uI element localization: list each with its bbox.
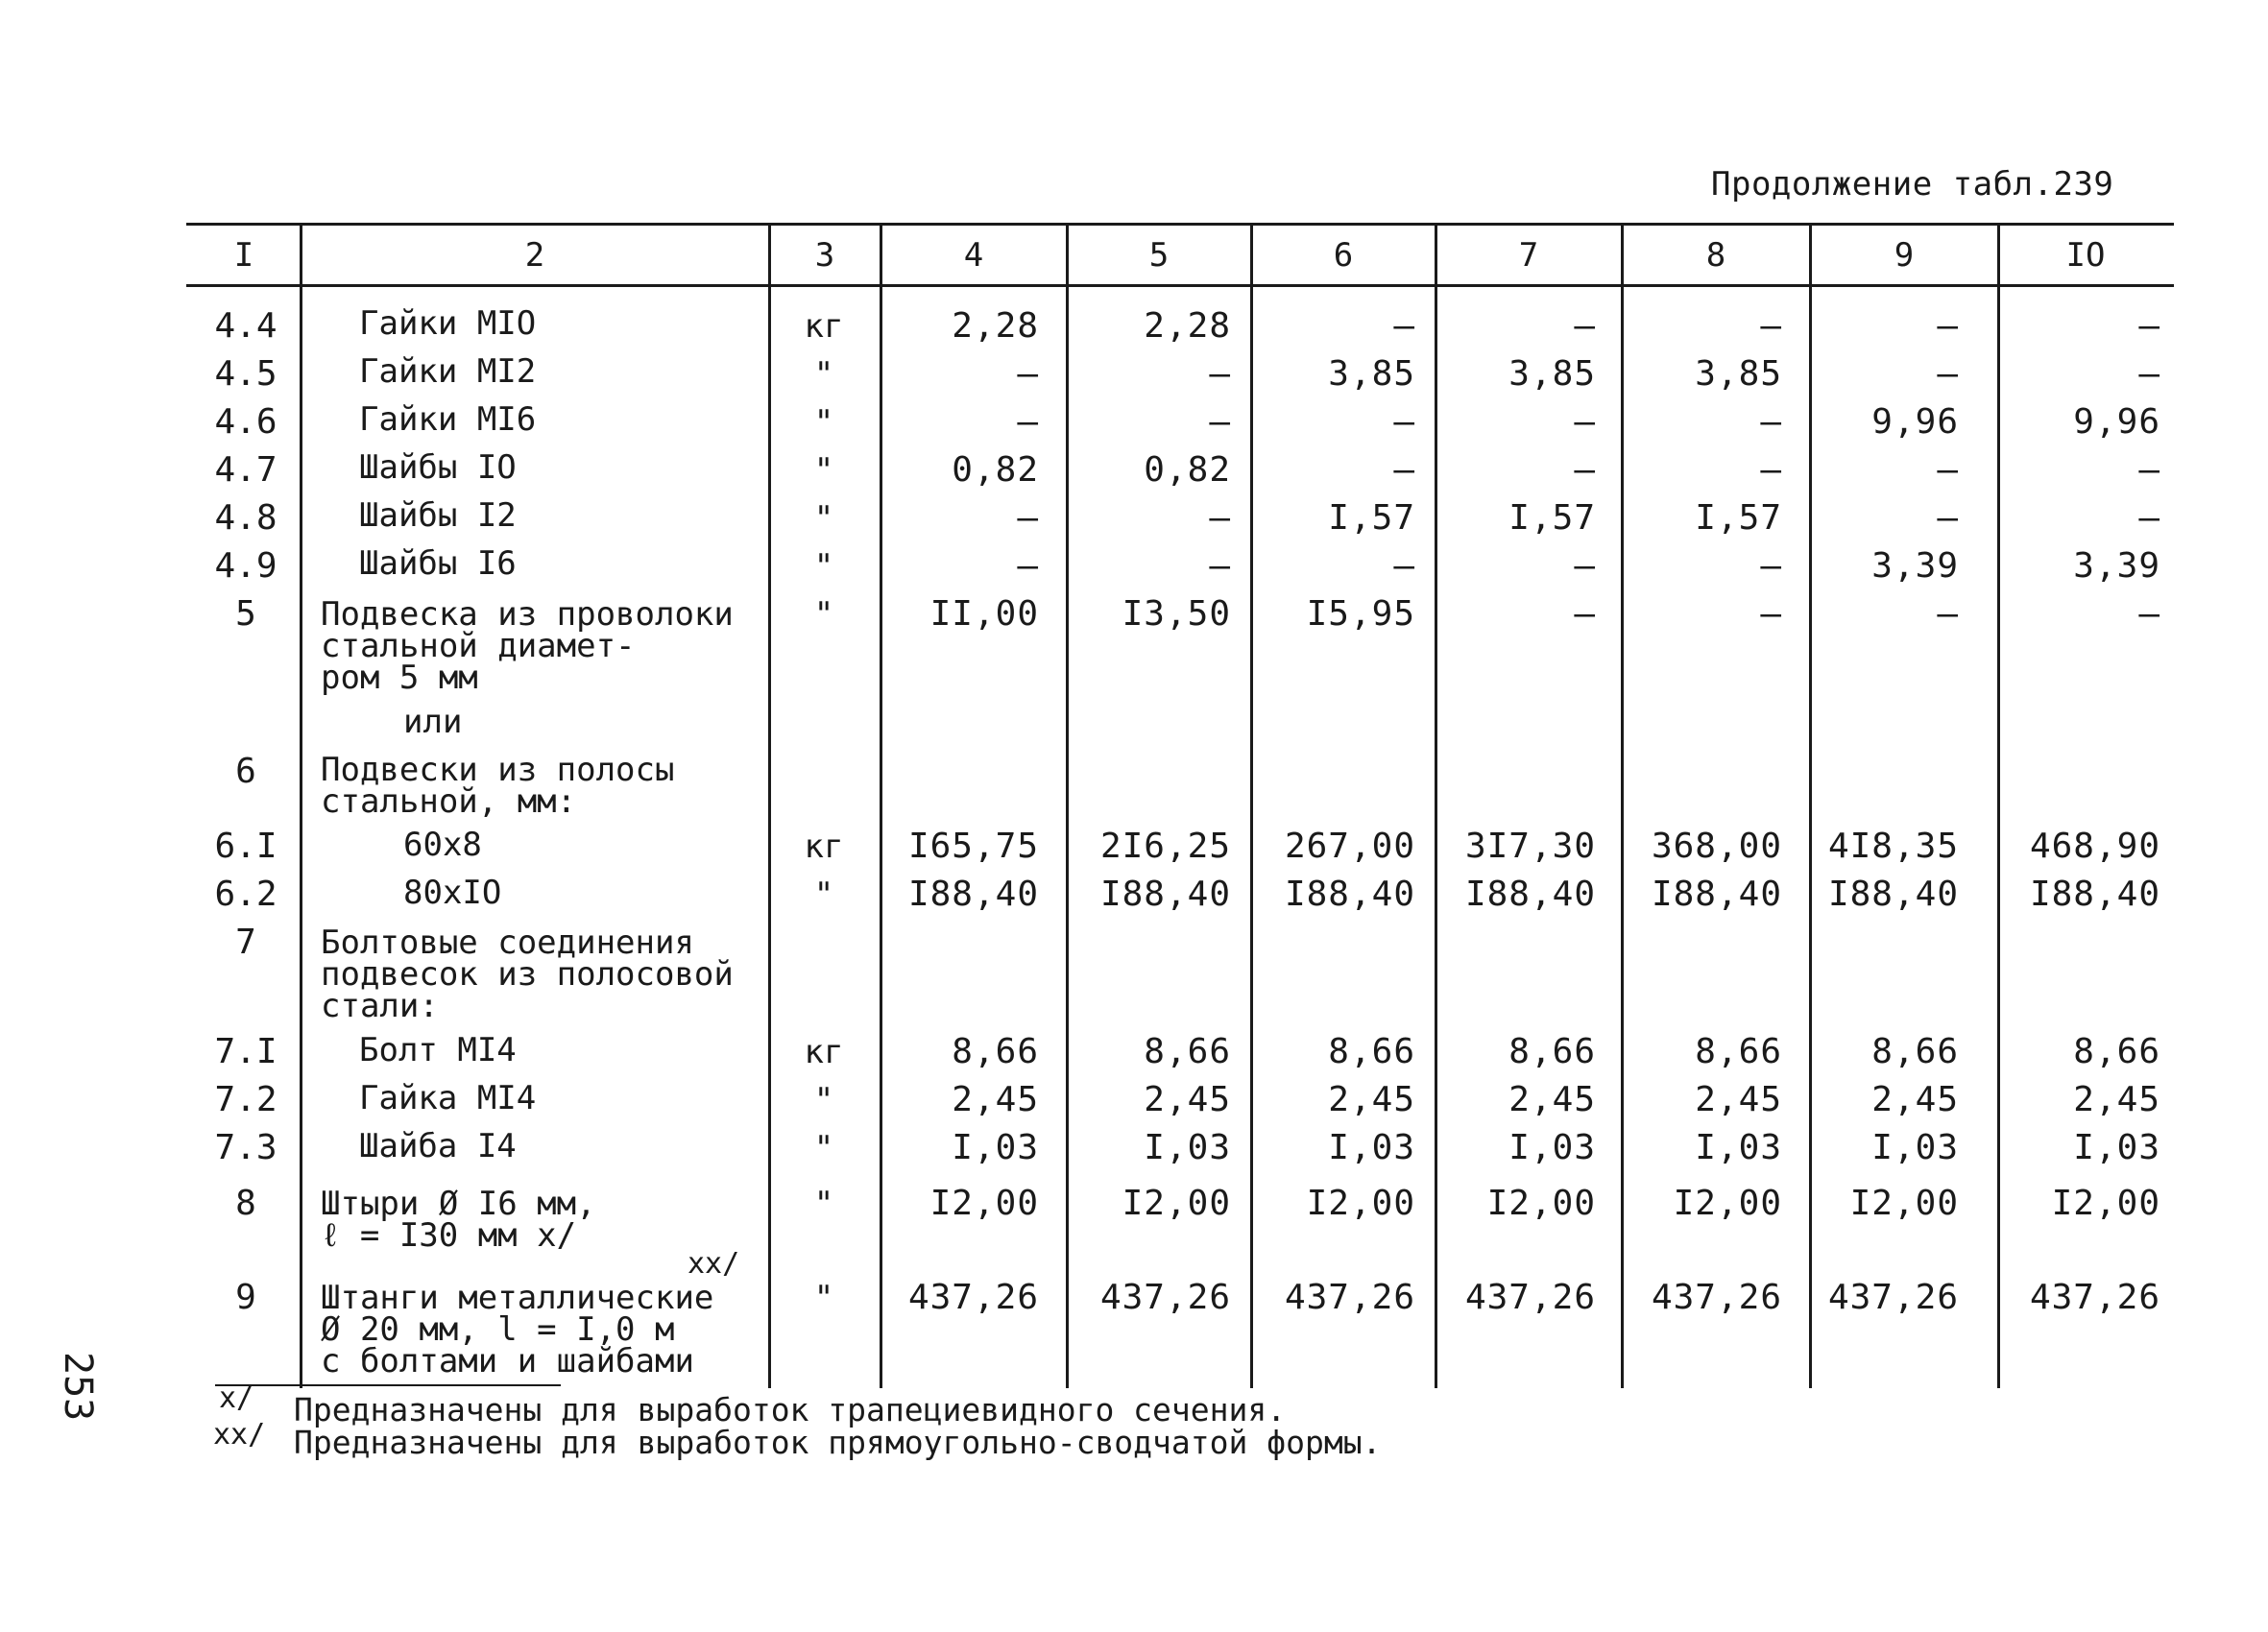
cell-value-col-4: I65,75 <box>907 827 1039 866</box>
cell-value-col-9: 437,26 <box>1827 1278 1959 1317</box>
cell-value-col-9: 8,66 <box>1871 1032 1959 1071</box>
cell-value-col-7: 8,66 <box>1508 1032 1596 1071</box>
cell-value-col-5: – <box>1209 498 1231 538</box>
cell-value-col-6: 437,26 <box>1284 1278 1415 1317</box>
cell-value-col-10: 8,66 <box>2073 1032 2160 1071</box>
row-description: или <box>403 703 463 741</box>
cell-value-col-6: – <box>1393 546 1415 586</box>
cell-value-col-5: 437,26 <box>1099 1278 1231 1317</box>
cell-value-col-5: 8,66 <box>1144 1032 1231 1071</box>
cell-value-col-6: I,03 <box>1328 1128 1415 1167</box>
cell-value-col-8: – <box>1760 306 1782 346</box>
cell-value-col-5: – <box>1209 354 1231 394</box>
cell-value-col-6: I2,00 <box>1306 1184 1415 1223</box>
cell-value-col-9: 4I8,35 <box>1827 827 1959 866</box>
cell-value-col-4: I,03 <box>952 1128 1039 1167</box>
cell-value-col-8: 3,85 <box>1695 354 1782 394</box>
cell-value-col-8: I,57 <box>1695 498 1782 538</box>
cell-value-col-4: I88,40 <box>907 875 1039 914</box>
header-bottom-rule <box>186 284 2174 287</box>
cell-value-col-10: 3,39 <box>2073 546 2160 586</box>
column-divider <box>1066 225 1069 1388</box>
row-number: 4.4 <box>214 306 277 346</box>
row-description: Подвески из полосы стальной, мм: <box>321 751 675 821</box>
cell-value-col-5: I,03 <box>1144 1128 1231 1167</box>
cell-value-col-7: I,57 <box>1508 498 1596 538</box>
cell-value-col-8: – <box>1760 402 1782 442</box>
row-unit: " <box>813 1185 834 1223</box>
header-col-9: 9 <box>1894 236 1915 275</box>
cell-value-col-8: I88,40 <box>1651 875 1782 914</box>
cell-value-col-10: – <box>2138 498 2160 538</box>
row-number: 6.2 <box>214 875 277 914</box>
cell-value-col-9: – <box>1937 594 1959 634</box>
column-divider <box>1435 225 1437 1388</box>
row-number: 7.2 <box>214 1080 277 1119</box>
row-description: Подвеска из проволоки стальной диамет- ром 5 мм <box>321 595 734 697</box>
row-number: 5 <box>235 594 256 634</box>
cell-value-col-5: 2I6,25 <box>1099 827 1231 866</box>
row-description: Гайки MIO <box>359 304 537 343</box>
cell-value-col-7: 437,26 <box>1464 1278 1596 1317</box>
cell-value-col-7: – <box>1574 306 1596 346</box>
cell-value-col-4: – <box>1017 402 1039 442</box>
cell-value-col-8: 8,66 <box>1695 1032 1782 1071</box>
row-description: Гайка MI4 <box>359 1079 537 1117</box>
cell-value-col-4: – <box>1017 354 1039 394</box>
cell-value-col-9: – <box>1937 450 1959 490</box>
table-caption: Продолжение табл.239 <box>1711 165 2114 204</box>
cell-value-col-4: 437,26 <box>907 1278 1039 1317</box>
row-description: 80xIO <box>403 874 502 912</box>
cell-value-col-8: I2,00 <box>1673 1184 1782 1223</box>
cell-value-col-10: 9,96 <box>2073 402 2160 442</box>
cell-value-col-8: 437,26 <box>1651 1278 1782 1317</box>
cell-value-col-7: – <box>1574 450 1596 490</box>
header-col-8: 8 <box>1705 236 1726 275</box>
cell-value-col-5: I3,50 <box>1122 594 1231 634</box>
cell-value-col-4: – <box>1017 546 1039 586</box>
cell-value-col-5: – <box>1209 546 1231 586</box>
row-description: Гайки MI2 <box>359 352 537 391</box>
cell-value-col-6: 8,66 <box>1328 1032 1415 1071</box>
cell-value-col-5: 0,82 <box>1144 450 1231 490</box>
row-unit: " <box>813 595 834 634</box>
cell-value-col-10: 2,45 <box>2073 1080 2160 1119</box>
row-unit: " <box>813 1279 834 1317</box>
cell-value-col-4: 2,45 <box>952 1080 1039 1119</box>
cell-value-col-5: I88,40 <box>1099 875 1231 914</box>
header-col-2: 2 <box>524 236 545 275</box>
cell-value-col-6: I5,95 <box>1306 594 1415 634</box>
cell-value-col-10: I2,00 <box>2051 1184 2160 1223</box>
cell-value-col-7: – <box>1574 546 1596 586</box>
cell-value-col-7: I2,00 <box>1486 1184 1596 1223</box>
row-number: 6 <box>235 752 256 791</box>
header-col-7: 7 <box>1518 236 1539 275</box>
cell-value-col-8: I,03 <box>1695 1128 1782 1167</box>
row-number: 8 <box>235 1184 256 1223</box>
cell-value-col-5: – <box>1209 402 1231 442</box>
column-divider <box>1250 225 1253 1388</box>
cell-value-col-9: I88,40 <box>1827 875 1959 914</box>
row-number: 6.I <box>214 827 277 866</box>
header-col-10: IO <box>2065 236 2106 275</box>
row-unit: " <box>813 876 834 914</box>
footnote-text: Предназначены для выработок трапециевидного сечения. <box>294 1391 1287 1428</box>
header-col-5: 5 <box>1148 236 1170 275</box>
row-unit: " <box>813 547 834 586</box>
cell-value-col-9: 3,39 <box>1871 546 1959 586</box>
page-number: 253 <box>56 1352 100 1422</box>
cell-value-col-10: 468,90 <box>2029 827 2160 866</box>
row-unit: " <box>813 451 834 490</box>
row-unit: кг <box>804 1033 844 1071</box>
row-number: 7 <box>235 923 256 962</box>
cell-value-col-8: 2,45 <box>1695 1080 1782 1119</box>
row-number: 4.6 <box>214 402 277 442</box>
cell-value-col-9: 2,45 <box>1871 1080 1959 1119</box>
cell-value-col-5: 2,28 <box>1144 306 1231 346</box>
row-description: Штыри Ø I6 мм, ℓ = I30 мм x/ <box>321 1185 596 1255</box>
row-number: 4.7 <box>214 450 277 490</box>
cell-value-col-7: I88,40 <box>1464 875 1596 914</box>
row-unit: " <box>813 499 834 538</box>
row-description: Гайки MI6 <box>359 400 537 439</box>
row-unit: " <box>813 403 834 442</box>
cell-value-col-10: – <box>2138 354 2160 394</box>
cell-value-col-6: 2,45 <box>1328 1080 1415 1119</box>
header-col-3: 3 <box>814 236 835 275</box>
row-unit: " <box>813 355 834 394</box>
row-description: Штанги металлические Ø 20 мм, l = I,0 м с болтами и шайбами <box>321 1279 714 1380</box>
cell-value-col-7: 3I7,30 <box>1464 827 1596 866</box>
cell-value-col-5: 2,45 <box>1144 1080 1231 1119</box>
table-header <box>0 227 2268 284</box>
cell-value-col-6: 3,85 <box>1328 354 1415 394</box>
row-description: Болт MI4 <box>359 1031 517 1069</box>
cell-value-col-8: – <box>1760 546 1782 586</box>
cell-value-col-10: I,03 <box>2073 1128 2160 1167</box>
row-description: 60x8 <box>403 826 482 864</box>
cell-value-col-10: – <box>2138 594 2160 634</box>
table-top-rule <box>186 223 2174 226</box>
cell-value-col-7: – <box>1574 594 1596 634</box>
cell-value-col-10: 437,26 <box>2029 1278 2160 1317</box>
row-number: 4.9 <box>214 546 277 586</box>
cell-value-col-6: I,57 <box>1328 498 1415 538</box>
footnote-mark: xx/ <box>213 1418 266 1452</box>
cell-value-col-6: I88,40 <box>1284 875 1415 914</box>
footnote-mark: x/ <box>219 1381 254 1415</box>
row-unit: кг <box>804 828 844 866</box>
footnote-xx-mark: xx/ <box>688 1247 740 1281</box>
cell-value-col-5: I2,00 <box>1122 1184 1231 1223</box>
cell-value-col-8: – <box>1760 450 1782 490</box>
cell-value-col-4: II,00 <box>929 594 1039 634</box>
cell-value-col-4: 2,28 <box>952 306 1039 346</box>
row-unit: " <box>813 1129 834 1167</box>
header-col-1: I <box>233 236 254 275</box>
cell-value-col-9: – <box>1937 498 1959 538</box>
row-description: Шайба I4 <box>359 1127 517 1165</box>
row-description: Шайбы IO <box>359 448 517 487</box>
cell-value-col-9: 9,96 <box>1871 402 1959 442</box>
row-unit: " <box>813 1081 834 1119</box>
cell-value-col-7: – <box>1574 402 1596 442</box>
cell-value-col-9: – <box>1937 354 1959 394</box>
cell-value-col-8: 368,00 <box>1651 827 1782 866</box>
cell-value-col-6: 267,00 <box>1284 827 1415 866</box>
cell-value-col-4: I2,00 <box>929 1184 1039 1223</box>
row-description: Шайбы I2 <box>359 496 517 535</box>
cell-value-col-4: – <box>1017 498 1039 538</box>
row-description: Болтовые соединения подвесок из полосовой стали: <box>321 924 734 1025</box>
cell-value-col-8: – <box>1760 594 1782 634</box>
header-col-6: 6 <box>1333 236 1354 275</box>
cell-value-col-9: – <box>1937 306 1959 346</box>
header-col-4: 4 <box>963 236 984 275</box>
column-divider <box>768 225 771 1388</box>
cell-value-col-6: – <box>1393 450 1415 490</box>
cell-value-col-10: – <box>2138 306 2160 346</box>
cell-value-col-4: 8,66 <box>952 1032 1039 1071</box>
footnote-text: Предназначены для выработок прямоугольно-сводчатой формы. <box>294 1424 1382 1461</box>
row-description: Шайбы I6 <box>359 544 517 583</box>
cell-value-col-9: I,03 <box>1871 1128 1959 1167</box>
cell-value-col-6: – <box>1393 402 1415 442</box>
row-number: 7.I <box>214 1032 277 1071</box>
cell-value-col-6: – <box>1393 306 1415 346</box>
row-number: 4.5 <box>214 354 277 394</box>
footnote-rule <box>215 1384 561 1386</box>
row-unit: кг <box>804 307 844 346</box>
cell-value-col-9: I2,00 <box>1849 1184 1959 1223</box>
cell-value-col-7: I,03 <box>1508 1128 1596 1167</box>
cell-value-col-7: 3,85 <box>1508 354 1596 394</box>
column-divider <box>880 225 882 1388</box>
cell-value-col-4: 0,82 <box>952 450 1039 490</box>
cell-value-col-7: 2,45 <box>1508 1080 1596 1119</box>
cell-value-col-10: – <box>2138 450 2160 490</box>
row-number: 4.8 <box>214 498 277 538</box>
column-divider <box>1621 225 1624 1388</box>
row-number: 7.3 <box>214 1128 277 1167</box>
row-number: 9 <box>235 1278 256 1317</box>
cell-value-col-10: I88,40 <box>2029 875 2160 914</box>
